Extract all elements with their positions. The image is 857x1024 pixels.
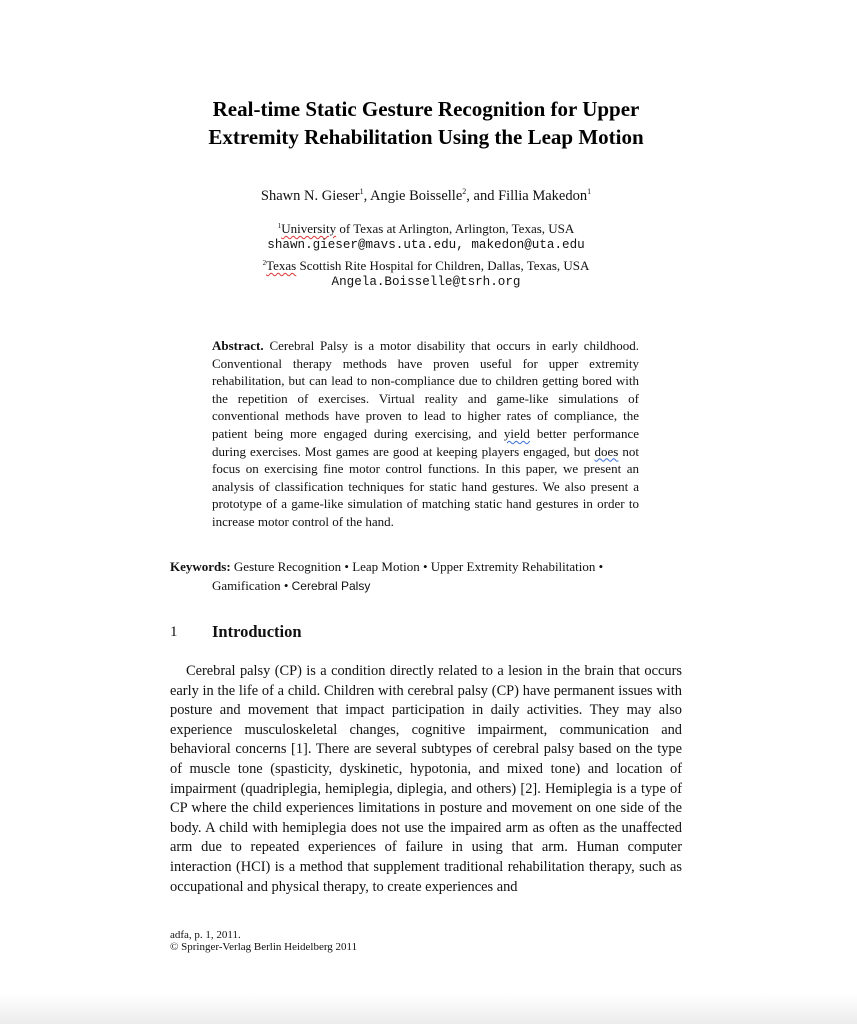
grammar-flagged-word: does — [594, 443, 619, 459]
section-number: 1 — [170, 624, 178, 640]
body-paragraph: Cerebral palsy (CP) is a condition directly related to a lesion in the brain that occurs early in the life of a child. Children with cerebral palsy (CP) have permanent issues with posture and movement that impact participation in daily activities. They may also experience musculoskeletal changes, cognitive impairment, communication and behavioral concerns [1]. There are several subtypes of cerebral palsy based on the type of muscle tone (spasticity, dyskinetic, hypotonia, and mixed tone) and location of impairment (quadriplegia, hemiplegia, diplegia, and others) [2]. Hemiplegia is a type of CP where the child experiences limitations in posture and movement on one side of the body. A child with hemiplegia does not use the impaired arm as often as the unaffected arm due to repeated experiences of failure in using that arm. Human computer interaction (HCI) is a method that supplement traditional rehabilitation therapy, such as occupational and physical therapy, to create experiences and — [170, 663, 682, 895]
author-separator: , and — [466, 188, 499, 204]
spellcheck-flagged-word: Texas — [266, 258, 297, 273]
abstract-text: Cerebral Palsy is a motor disability that occurs in early childhood. Conventional therapy methods have proven useful for upper extremity rehabilitation, but can lead to non-compliance due to children getting bored with the repetition of exercises. Virtual reality and game-like simulations of conventional methods have proven to lead to higher rates of compliance, the patient being more engaged during exercising, and — [212, 338, 639, 441]
author-list — [170, 186, 682, 206]
spellcheck-flagged-word: University — [281, 221, 337, 236]
abstract-label: Abstract. — [212, 338, 264, 353]
title-line-2: Extremity Rehabilitation Using the Leap Motion — [208, 125, 644, 149]
keywords-text: Cerebral Palsy — [291, 579, 371, 593]
affiliation-emails: shawn.gieser@mavs.uta.edu, makedon@uta.edu — [267, 238, 585, 252]
author-name: Angie Boisselle — [370, 188, 463, 204]
affiliation-text: of Texas at Arlington, Arlington, Texas, USA — [336, 221, 575, 236]
footnote-line: adfa, p. 1, 2011. — [170, 929, 241, 941]
affiliation-emails: Angela.Boisselle@tsrh.org — [331, 275, 521, 289]
keywords-text: Gesture Recognition • Leap Motion • Upper Extremity Rehabilitation • — [230, 559, 604, 574]
abstract-text: not focus on exercising fine motor control functions. In this paper, we present an analysis of classification techniques for static hand gestures. We also present a prototype of a game-like simulation of matching static hand gestures in order to increase motor control of the hand. — [212, 443, 639, 529]
author-affiliation-mark: 1 — [359, 187, 364, 196]
author-affiliation-mark: 2 — [462, 187, 467, 196]
footnote-line: © Springer-Verlag Berlin Heidelberg 2011 — [170, 941, 358, 953]
grammar-flagged-word: yield — [503, 425, 530, 441]
keywords — [170, 557, 640, 596]
affiliation-text: Scottish Rite Hospital for Children, Dallas, Texas, USA — [296, 258, 590, 273]
author-name: Fillia Makedon — [498, 188, 588, 204]
keywords-label: Keywords: — [170, 559, 231, 574]
affiliation-number: 2 — [262, 259, 267, 267]
paper-title — [170, 95, 682, 151]
abstract — [212, 337, 639, 531]
page-footnote — [170, 929, 357, 953]
affiliation-number: 1 — [277, 222, 282, 230]
affiliation-1 — [170, 221, 682, 253]
abstract-text: better performance during exercises. Most games are good at keeping players engaged, but — [212, 425, 639, 459]
author-name: Shawn N. Gieser — [260, 188, 360, 204]
title-line-1: Real-time Static Gesture Recognition for Upper — [212, 97, 640, 121]
author-affiliation-mark: 1 — [587, 187, 592, 196]
affiliation-line — [170, 221, 682, 237]
author-separator: , — [363, 188, 371, 204]
affiliation-line — [170, 258, 682, 274]
section-title: Introduction — [212, 622, 302, 641]
affiliation-2 — [170, 258, 682, 290]
keywords-text: Gamification • — [212, 578, 292, 593]
page-bottom-shadow — [0, 994, 857, 1024]
